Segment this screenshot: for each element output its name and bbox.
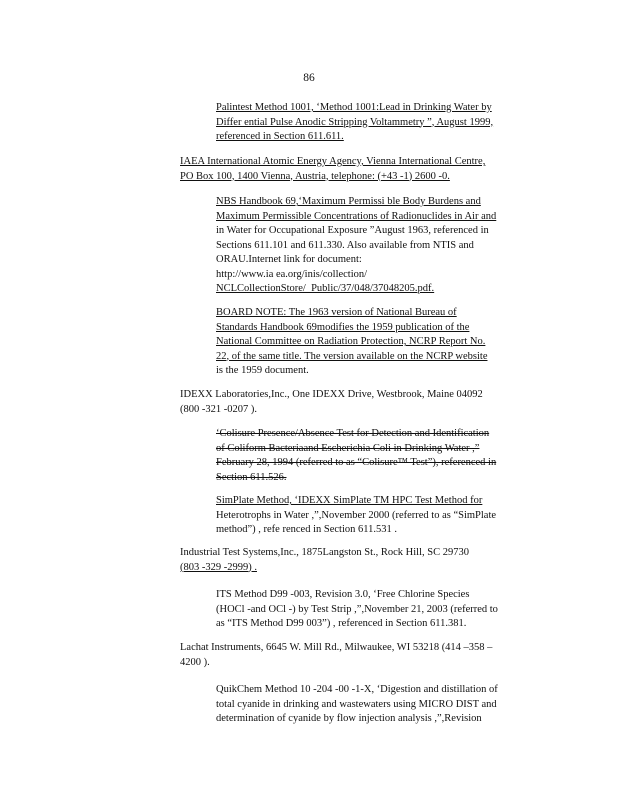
text-line: NCLCollectionStore/_Public/37/048/37048205.pdf. xyxy=(216,283,435,294)
text-line: Industrial Test Systems,Inc., 1875Langston St., Rock Hill, SC 29730 xyxy=(180,547,469,558)
text-line: 22, of the same title. The version available on the NCRP website xyxy=(216,350,488,362)
text-line: SimPlate Method, ‘IDEXX SimPlate TM HPC Test Method for xyxy=(216,495,483,506)
text-line: Maximum Permissible Concentrations of Radionuclides in Air and xyxy=(216,210,497,222)
text-line: ORAU.Internet link for document: xyxy=(216,254,362,265)
text-line: IAEA International Atomic Energy Agency, Vienna International Centre, xyxy=(180,156,486,167)
text-line: as “ITS Method D99 003”) , referenced in Section 611.381. xyxy=(216,618,467,629)
text-line: determination of cyanide by flow injection analysis ,”,Revision xyxy=(216,713,482,724)
text-line: National Committee on Radiation Protection, NCRP Report No. xyxy=(216,336,486,347)
text-line: 4200 ). xyxy=(180,656,210,668)
reference-paragraph xyxy=(216,195,538,297)
text-line: Differ ential Pulse Anodic Stripping Voltammetry ”, August 1999, xyxy=(216,116,494,128)
text-line: Section 611.526. xyxy=(216,471,287,483)
text-line: Sections 611.101 and 611.330. Also available from NTIS and xyxy=(216,239,474,251)
text-line: QuikChem Method 10 -204 -00 -1-X, ‘Digestion and distillation of xyxy=(216,684,498,695)
reference-paragraph xyxy=(216,494,538,538)
text-line: in Water for Occupational Exposure ”August 1963, referenced in xyxy=(216,225,489,236)
text-line: is the 1959 document. xyxy=(216,365,309,376)
text-line: Lachat Instruments, 6645 W. Mill Rd., Milwaukee, WI 53218 (414 –358 – xyxy=(180,642,493,653)
text-line: Palintest Method 1001, ‘Method 1001:Lead in Drinking Water by xyxy=(216,102,492,113)
reference-paragraph xyxy=(216,427,538,485)
text-line: February 28, 1994 (referred to as “Colisure™ Test”), referenced in xyxy=(216,457,497,468)
text-line: NBS Handbook 69,‘Maximum Permissi ble Body Burdens and xyxy=(216,196,481,207)
reference-paragraph xyxy=(180,641,538,670)
text-line: BOARD NOTE: The 1963 version of National Bureau of xyxy=(216,307,457,318)
page-number: 86 xyxy=(303,72,315,84)
text-line: (800 -321 -0207 ). xyxy=(180,403,257,415)
text-line: ITS Method D99 -003, Revision 3.0, ‘Free Chlorine Species xyxy=(216,589,470,600)
text-line: (803 -329 -2999) . xyxy=(180,561,257,573)
reference-paragraph xyxy=(216,306,538,379)
text-line: method”) , refe renced in Section 611.531 . xyxy=(216,524,397,535)
reference-paragraph xyxy=(180,546,538,575)
reference-paragraph xyxy=(216,683,538,727)
text-line: total cyanide in drinking and wastewaters using MICRO DIST and xyxy=(216,698,497,710)
reference-paragraph xyxy=(216,101,538,145)
text-line: of Coliform Bacteriaand Escherichia Coli in Drinking Water ,” xyxy=(216,442,480,454)
text-line: http://www.ia ea.org/inis/collection/ xyxy=(216,268,368,280)
reference-paragraph xyxy=(180,388,538,417)
text-line: (HOCl -and OCl -) by Test Strip ,”,November 21, 2003 (referred to xyxy=(216,603,498,615)
text-line: referenced in Section 611.611. xyxy=(216,131,344,142)
text-line: Heterotrophs in Water ,”,November 2000 (referred to as “SimPlate xyxy=(216,509,497,521)
text-line: Standards Handbook 69modifies the 1959 publication of the xyxy=(216,321,470,333)
text-line: IDEXX Laboratories,Inc., One IDEXX Drive, Westbrook, Maine 04092 xyxy=(180,389,483,400)
text-line: PO Box 100, 1400 Vienna, Austria, telephone: (+43 -1) 2600 -0. xyxy=(180,170,450,182)
reference-paragraph xyxy=(180,155,538,184)
text-line: ‘Colisure Presence/Absence Test for Detection and Identification xyxy=(216,428,490,439)
reference-paragraph xyxy=(216,588,538,632)
